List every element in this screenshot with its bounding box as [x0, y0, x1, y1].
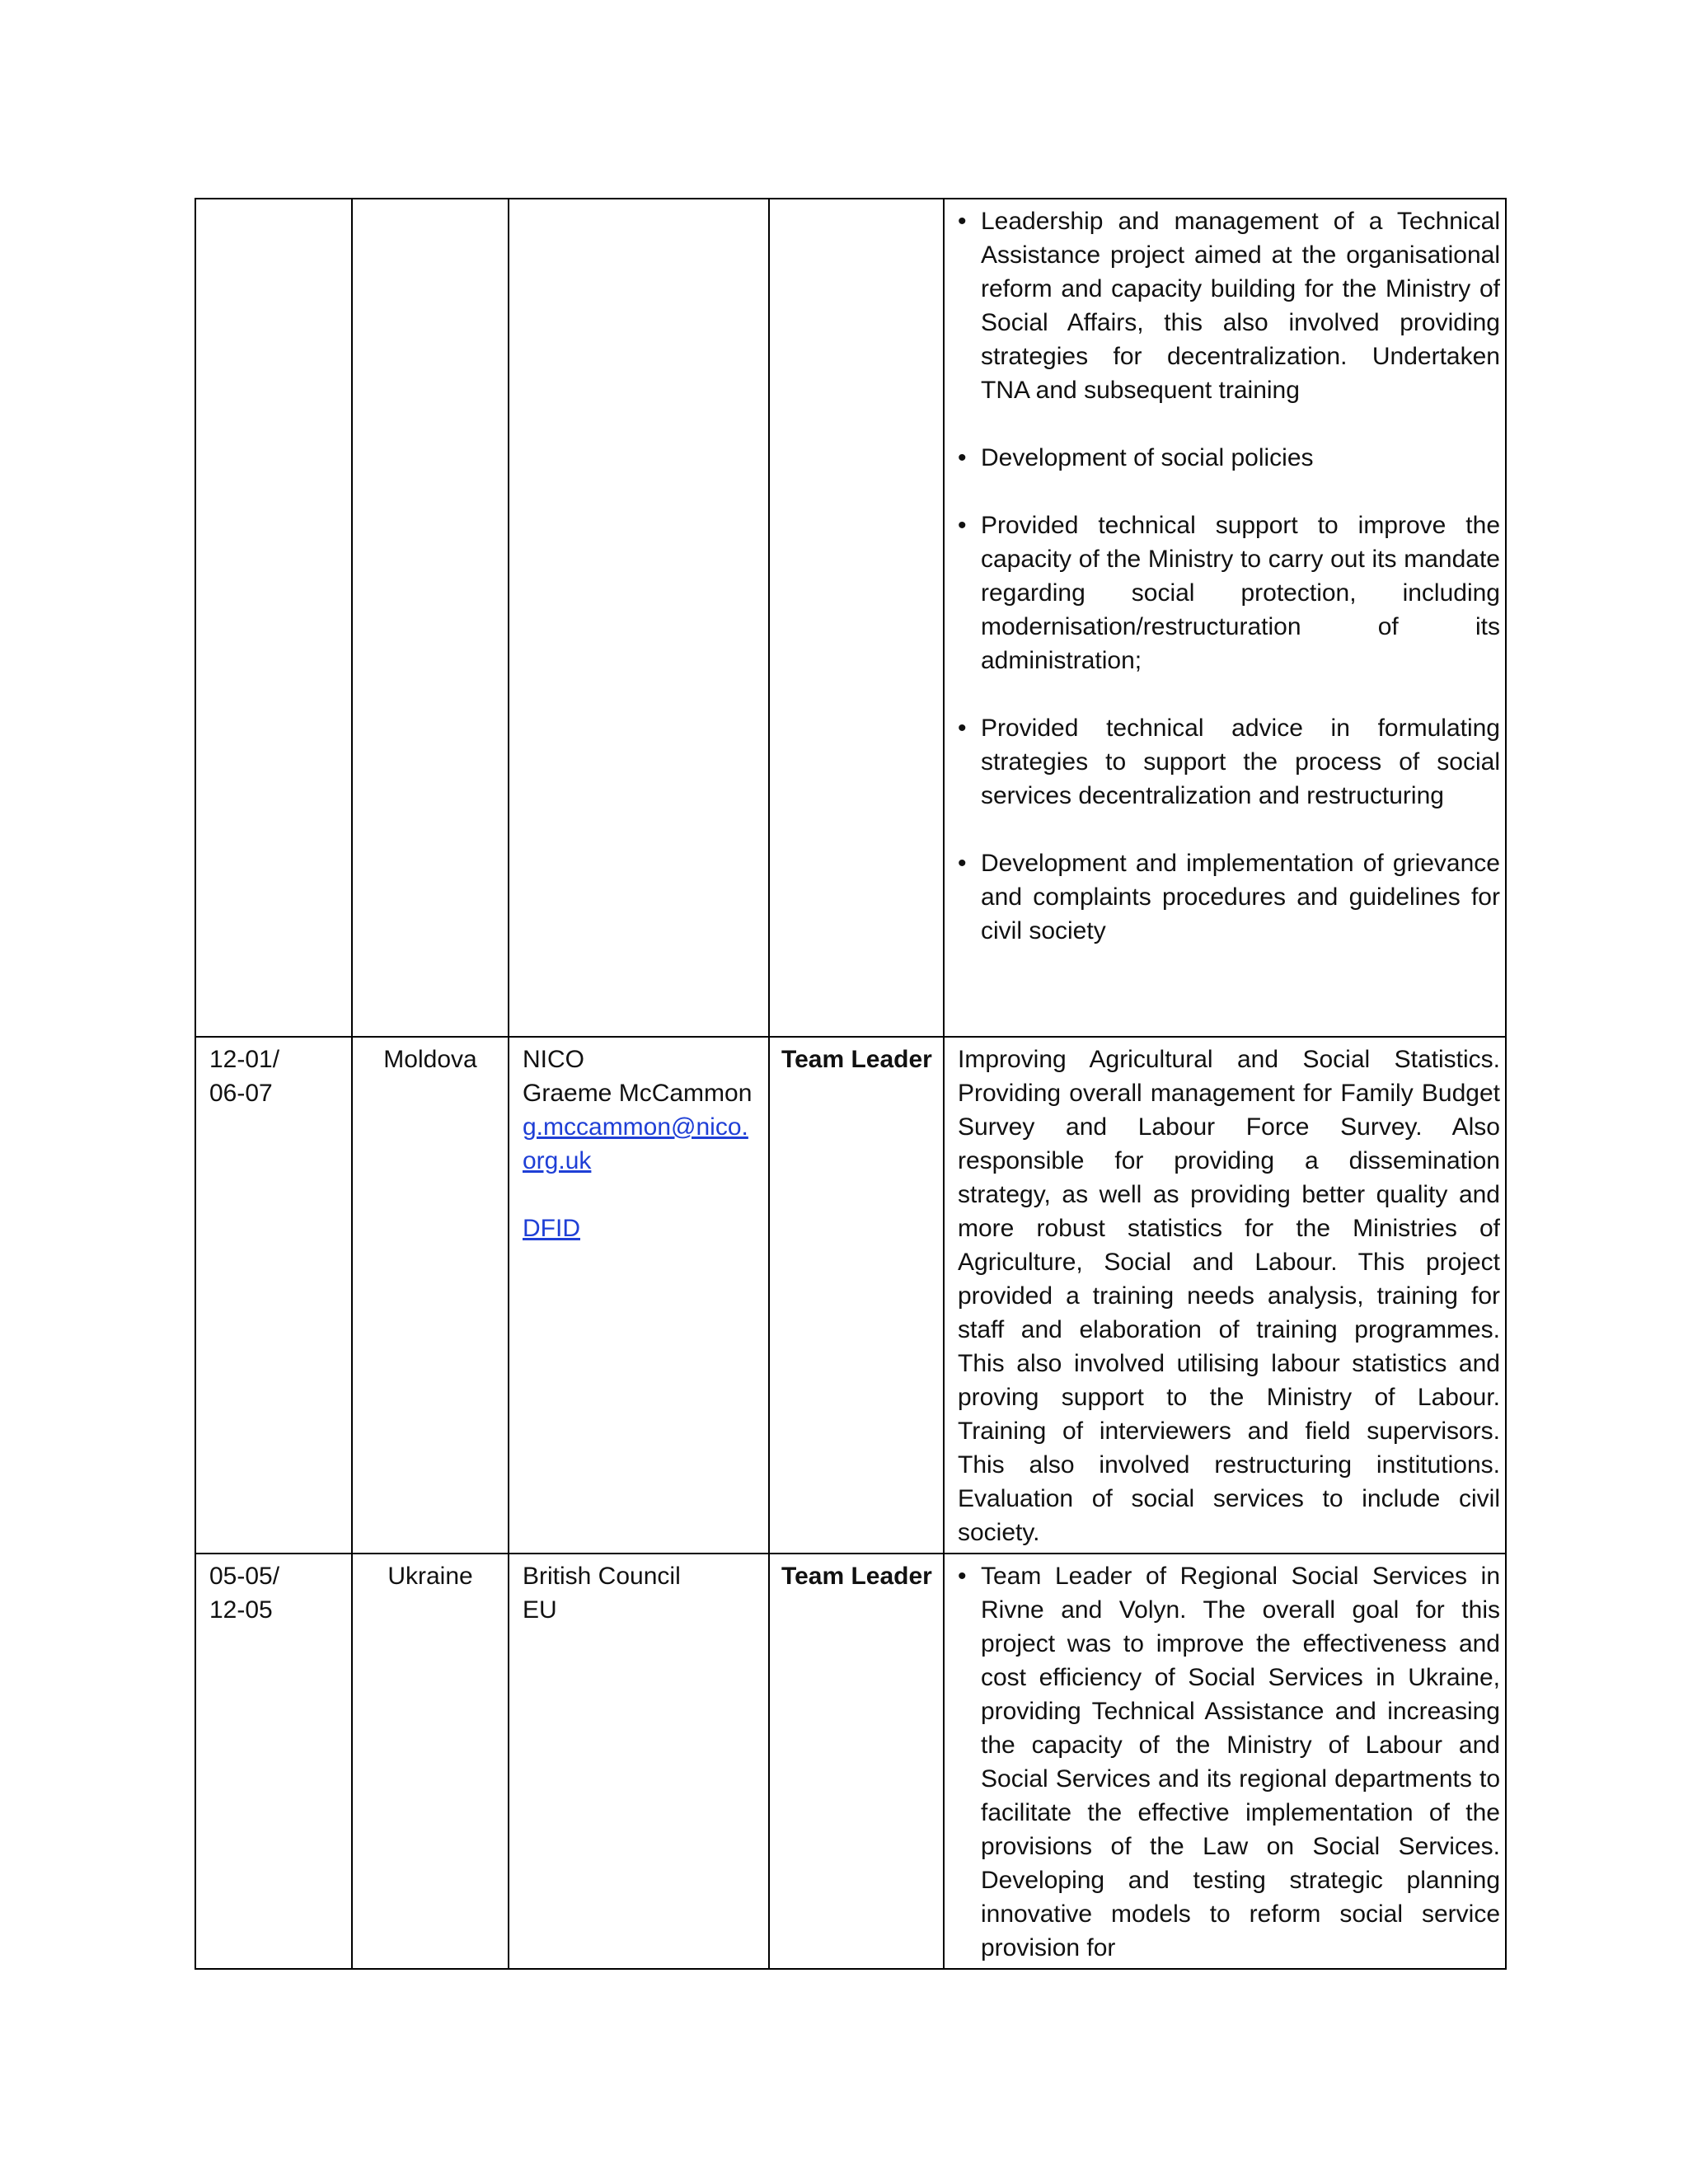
position-cell: Team Leader [769, 1037, 944, 1554]
experience-table [195, 198, 1507, 1970]
funder-link[interactable]: DFID [523, 1215, 580, 1242]
country-cell: Moldova [352, 1037, 509, 1554]
list-item: • Provided technical advice in formulating strategies to support the process of social services decentralization and restructuring [958, 711, 1500, 813]
date-cell [195, 1554, 352, 1969]
description-cell [944, 1554, 1506, 1969]
table-row [195, 1554, 1506, 1969]
client-email-link[interactable]: g.mccammon@nico. org.uk [523, 1113, 748, 1174]
list-item: • Provided technical support to improve the capacity of the Ministry to carry out its mandate regarding social protection, including modernisation/restructuration of its administration; [958, 509, 1500, 677]
client-contact: Graeme McCammon [523, 1080, 753, 1107]
date-end: 06-07 [209, 1080, 273, 1107]
description-cell: Improving Agricultural and Social Statistics. Providing overall management for Family Budget Survey and Labour Force Survey. Also responsible for providing a dissemination strategy, as well as providing better quality and more robust statistics for the Ministries of Agriculture, Social and Labour. This project provided a training needs analysis, training for staff and elaboration of training programmes. This also involved utilising labour statistics and proving support to the Ministry of Labour. Training of interviewers and field supervisors. This also involved restructuring institutions. Evaluation of social services to include civil society. [944, 1037, 1506, 1554]
list-item: • Team Leader of Regional Social Services in Rivne and Volyn. The overall goal for this project was to improve the effectiveness and cost efficiency of Social Services in Ukraine, providing Technical Assistance and increasing the capacity of the Ministry of Labour and Social Services and its regional departments to facilitate the effective implementation of the provisions of the Law on Social Services. Developing and testing strategic planning innovative models to reform social service provision for [958, 1559, 1500, 1965]
table-row [195, 1037, 1506, 1554]
country-cell: Ukraine [352, 1554, 509, 1969]
country-cell [352, 199, 509, 1037]
date-cell [195, 1037, 352, 1554]
date-cell [195, 199, 352, 1037]
description-cell [944, 199, 1506, 1037]
date-end: 12-05 [209, 1596, 273, 1624]
bullet-list [958, 1559, 1500, 1965]
list-item: • Development of social policies [958, 441, 1500, 475]
list-item: • Leadership and management of a Technical Assistance project aimed at the organisational reform and capacity building for the Ministry of Social Affairs, this also involved providing strategies for decentralization. Undertaken TNA and subsequent training [958, 204, 1500, 407]
client-funder: EU [523, 1596, 557, 1624]
client-cell [509, 199, 769, 1037]
spacer [523, 1178, 758, 1212]
list-item: • Development and implementation of grievance and complaints procedures and guidelines for civil society [958, 846, 1500, 948]
date-start: 05-05/ [209, 1563, 280, 1590]
bullet-list [958, 204, 1500, 948]
position-cell [769, 199, 944, 1037]
client-org: NICO [523, 1046, 584, 1073]
table-row [195, 199, 1506, 1037]
client-org: British Council [523, 1563, 681, 1590]
date-start: 12-01/ [209, 1046, 280, 1073]
client-cell [509, 1554, 769, 1969]
client-cell [509, 1037, 769, 1554]
position-cell: Team Leader [769, 1554, 944, 1969]
